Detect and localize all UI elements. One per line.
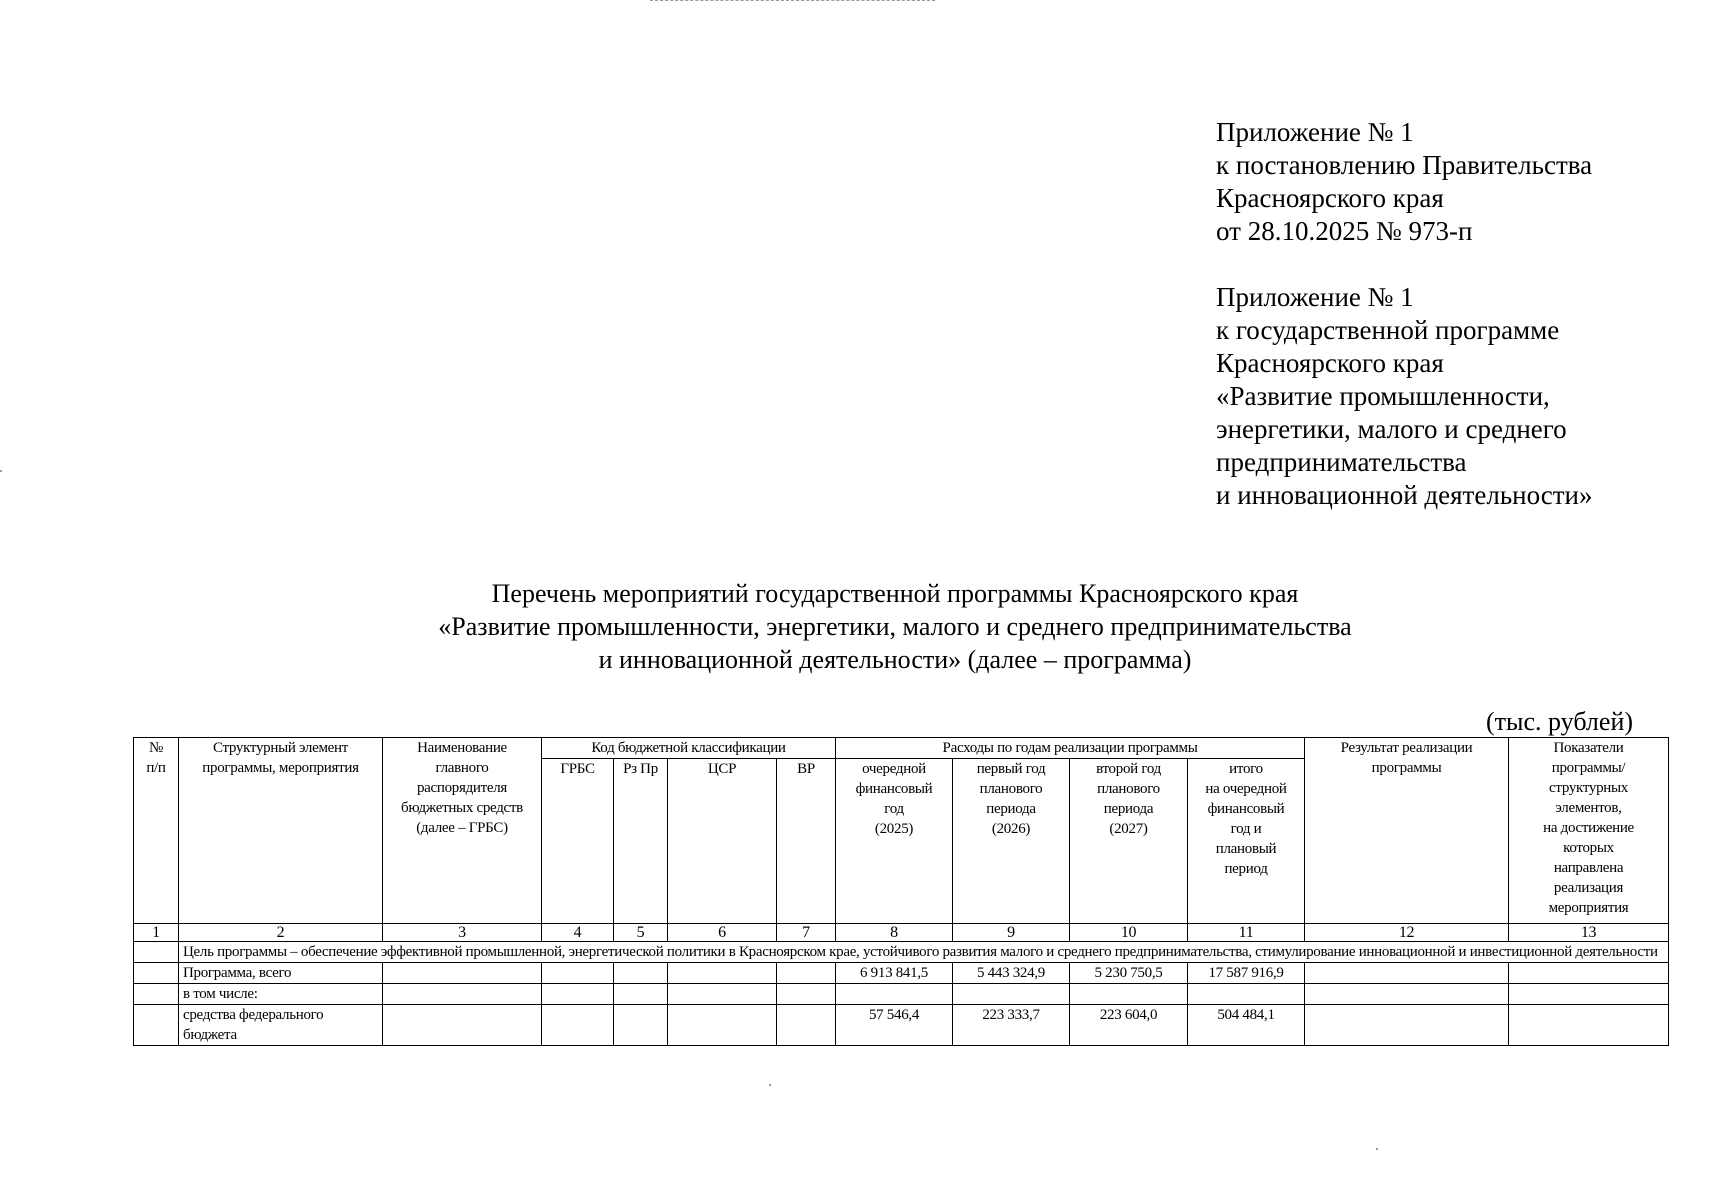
column-number: 3	[383, 924, 542, 942]
appendix-line: Красноярского края	[1216, 348, 1444, 378]
header-rzpr: Рз Пр	[614, 759, 668, 924]
header-year-2027: второй год планового периода (2027)	[1070, 759, 1188, 924]
table-cell	[134, 963, 179, 984]
header-csr: ЦСР	[668, 759, 777, 924]
table-cell	[668, 1005, 777, 1046]
appendix-line: Красноярского края	[1216, 183, 1444, 213]
column-number-row	[134, 924, 1669, 942]
header-grbs-code: ГРБС	[542, 759, 614, 924]
table-cell	[668, 963, 777, 984]
column-number: 6	[668, 924, 777, 942]
appendix-line: «Развитие промышленности,	[1216, 381, 1550, 411]
header-year-2026: первый год планового периода (2026)	[953, 759, 1070, 924]
column-number: 7	[777, 924, 836, 942]
value-2027: 223 604,0	[1070, 1005, 1188, 1046]
header-no: № п/п	[134, 738, 179, 924]
table-cell	[542, 984, 614, 1005]
appendix-line: энергетики, малого и среднего	[1216, 414, 1567, 444]
table-cell	[1509, 963, 1669, 984]
table-cell	[614, 1005, 668, 1046]
value-2025: 6 913 841,5	[836, 963, 953, 984]
program-goal-text: Цель программы – обеспечение эффективной промышленной, энергетической политики в Красноярском крае, устойчивого развития малого и среднего предпринимательства, стимулирование инновационной и инвестиционной деятельности	[179, 942, 1669, 963]
appendix-line: Приложение № 1	[1216, 117, 1414, 147]
header-structural-element: Структурный элемент программы, мероприятия	[179, 738, 383, 924]
value-total: 17 587 916,9	[1188, 963, 1305, 984]
table-row	[134, 963, 1669, 984]
header-expenses-group: Расходы по годам реализации программы	[836, 738, 1305, 759]
scan-artifact-dot	[1376, 1148, 1378, 1150]
value-2027	[1070, 984, 1188, 1005]
table-cell	[383, 963, 542, 984]
scan-artifact-dot	[769, 1084, 771, 1086]
value-2027: 5 230 750,5	[1070, 963, 1188, 984]
header-result: Результат реализации программы	[1305, 738, 1509, 924]
table-cell	[1305, 1005, 1509, 1046]
table-cell	[1509, 1005, 1669, 1046]
row-label: средства федерального бюджета	[179, 1005, 383, 1046]
column-number: 5	[614, 924, 668, 942]
table-cell	[777, 963, 836, 984]
table-row	[134, 984, 1669, 1005]
scan-artifact-dot	[0, 470, 2, 472]
table-cell	[1305, 984, 1509, 1005]
table-cell	[134, 984, 179, 1005]
header-grbs-name: Наименование главного распорядителя бюджетных средств (далее – ГРБС)	[383, 738, 542, 924]
column-number: 11	[1188, 924, 1305, 942]
value-2026	[953, 984, 1070, 1005]
header-total: итого на очередной финансовый год и плановый период	[1188, 759, 1305, 924]
table-cell	[668, 984, 777, 1005]
column-number: 13	[1509, 924, 1669, 942]
table-cell	[1509, 984, 1669, 1005]
header-year-2025: очередной финансовый год (2025)	[836, 759, 953, 924]
title-line: и инновационной деятельности» (далее – программа)	[598, 645, 1192, 674]
table-cell	[777, 1005, 836, 1046]
units-label: (тыс. рублей)	[1486, 707, 1634, 736]
table-cell	[614, 963, 668, 984]
header-vr: ВР	[777, 759, 836, 924]
appendix-line: от 28.10.2025 № 973-п	[1216, 216, 1473, 246]
column-number: 10	[1070, 924, 1188, 942]
column-number: 4	[542, 924, 614, 942]
table-cell	[383, 984, 542, 1005]
title-line: «Развитие промышленности, энергетики, малого и среднего предпринимательства	[438, 612, 1352, 641]
value-total: 504 484,1	[1188, 1005, 1305, 1046]
value-2026: 223 333,7	[953, 1005, 1070, 1046]
table-cell	[614, 984, 668, 1005]
column-number: 9	[953, 924, 1070, 942]
row-label: Программа, всего	[179, 963, 383, 984]
appendix-line: к государственной программе	[1216, 315, 1560, 345]
header-budget-code-group: Код бюджетной классификации	[542, 738, 836, 759]
column-number: 12	[1305, 924, 1509, 942]
scan-artifact-line	[650, 0, 935, 1]
column-number: 2	[179, 924, 383, 942]
value-2025: 57 546,4	[836, 1005, 953, 1046]
table-cell	[542, 1005, 614, 1046]
program-goal-row	[134, 942, 1669, 963]
appendix-program-block	[1216, 281, 1592, 512]
table-header-row	[134, 738, 1669, 759]
appendix-line: Приложение № 1	[1216, 282, 1414, 312]
appendix-line: к постановлению Правительства	[1216, 150, 1593, 180]
value-2025	[836, 984, 953, 1005]
table-cell	[134, 942, 179, 963]
appendix-line: и инновационной деятельности»	[1216, 480, 1593, 510]
column-number: 8	[836, 924, 953, 942]
column-number: 1	[134, 924, 179, 942]
document-title	[260, 577, 1530, 676]
table-cell	[383, 1005, 542, 1046]
value-2026: 5 443 324,9	[953, 963, 1070, 984]
table-cell	[1305, 963, 1509, 984]
row-label: в том числе:	[179, 984, 383, 1005]
header-indicators: Показатели программы/ структурных элементов, на достижение которых направлена реализация мероприятия	[1509, 738, 1669, 924]
appendix-line: предпринимательства	[1216, 447, 1467, 477]
value-total	[1188, 984, 1305, 1005]
table-row	[134, 1005, 1669, 1046]
measures-table	[133, 737, 1669, 1046]
table-cell	[134, 1005, 179, 1046]
table-cell	[542, 963, 614, 984]
table-cell	[777, 984, 836, 1005]
title-line: Перечень мероприятий государственной программы Красноярского края	[491, 579, 1299, 608]
appendix-resolution-block	[1216, 116, 1592, 248]
